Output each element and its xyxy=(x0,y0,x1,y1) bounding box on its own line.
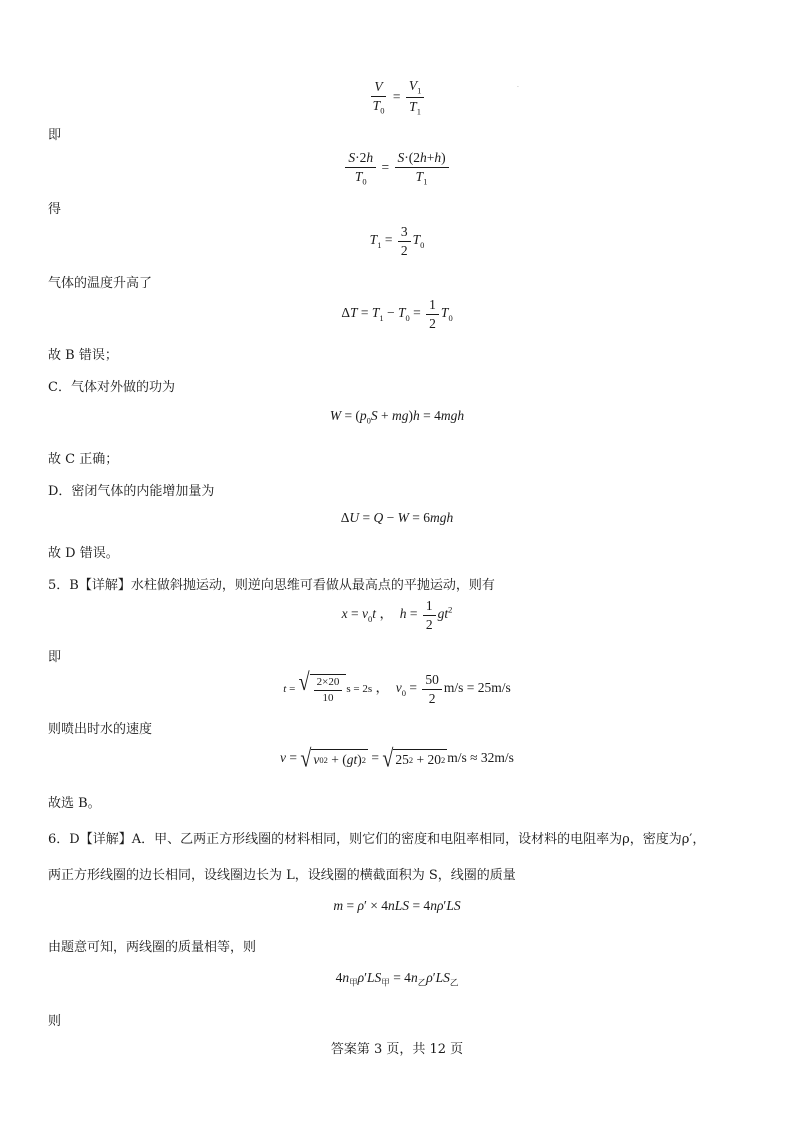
text-q6-a: 6．D【详解】A．甲、乙两正方形线圈的材料相同，则它们的密度和电阻率相同，设材料的电阻率为ρ，密度为ρ′， xyxy=(48,832,706,847)
text-d-wrong: 故 D 错误。 xyxy=(48,546,119,561)
text-ze: 则 xyxy=(48,1014,62,1029)
equation-internal-energy: ΔU = Q − W = 6mgh xyxy=(340,510,454,525)
equation-mass-equal: $4n_甲\rho'LS_甲 = 4n_乙\rho'LS_乙$ xyxy=(335,970,459,988)
text-c-right: 故 C 正确； xyxy=(48,452,119,467)
text-q6-b: 两正方形线圈的边长相同，设线圈边长为 L，设线圈的横截面积为 S，线圈的质量 xyxy=(48,868,516,883)
text-ji-1: 即 xyxy=(48,128,62,143)
text-de: 得 xyxy=(48,202,62,217)
equation-volume-ratio: $\frac{S\cdot 2h}{T_0}$ = $\frac{S\cdot(2h+h)}{T_1}$ xyxy=(0,150,794,187)
text-temp-rise: 气体的温度升高了 xyxy=(48,276,153,291)
equation-work: $W = (p_0S + mg)h = 4mgh$ xyxy=(329,408,465,426)
equation-speed: v = √ v 0 2 + ( gt ) 2 = √ 25 2 + 20 2 m/s ≈ 32m/s xyxy=(280,745,514,773)
page-footer: 答案第 3 页，共 12 页 xyxy=(330,1042,464,1057)
stray-mark: · xyxy=(517,84,519,91)
equation-delta-t: $\Delta T = T_1 - T_0$ = $\frac{1}{2}$ $T_0$ xyxy=(341,297,453,331)
text-choose-b: 故选 B。 xyxy=(48,796,101,811)
text-ji-2: 即 xyxy=(48,650,62,665)
equation-mass: m = ρ′ × 4nLS = 4nρ′LS xyxy=(333,898,461,913)
text-speed: 则喷出时水的速度 xyxy=(48,722,153,737)
text-q6-c: 由题意可知，两线圈的质量相等，则 xyxy=(48,940,257,955)
text-d-internal: D．密闭气体的内能增加量为 xyxy=(48,484,215,499)
text-q5: 5．B【详解】水柱做斜抛运动，则逆向思维可看做从最高点的平抛运动，则有 xyxy=(48,578,495,593)
text-b-wrong: 故 B 错误； xyxy=(48,348,118,363)
equation-projectile: $x = v_0t$ ， h = $\frac{1}{2}$ $gt^2$ xyxy=(341,598,453,632)
text-c-work: C．气体对外做的功为 xyxy=(48,380,175,395)
equation-t1: $T_1$ = $\frac{3}{2}$ $T_0$ xyxy=(369,224,425,258)
equation-time-velocity: t = √ $\frac{2\times 20}{10}$ s = 2s ， $v_0$ = $\frac{50}{2}$ m/s = 25m/s xyxy=(283,668,511,706)
equation-gay-lussac: $\frac{V}{T_0}$ = $\frac{V_1}{T_1}$ xyxy=(0,78,794,118)
